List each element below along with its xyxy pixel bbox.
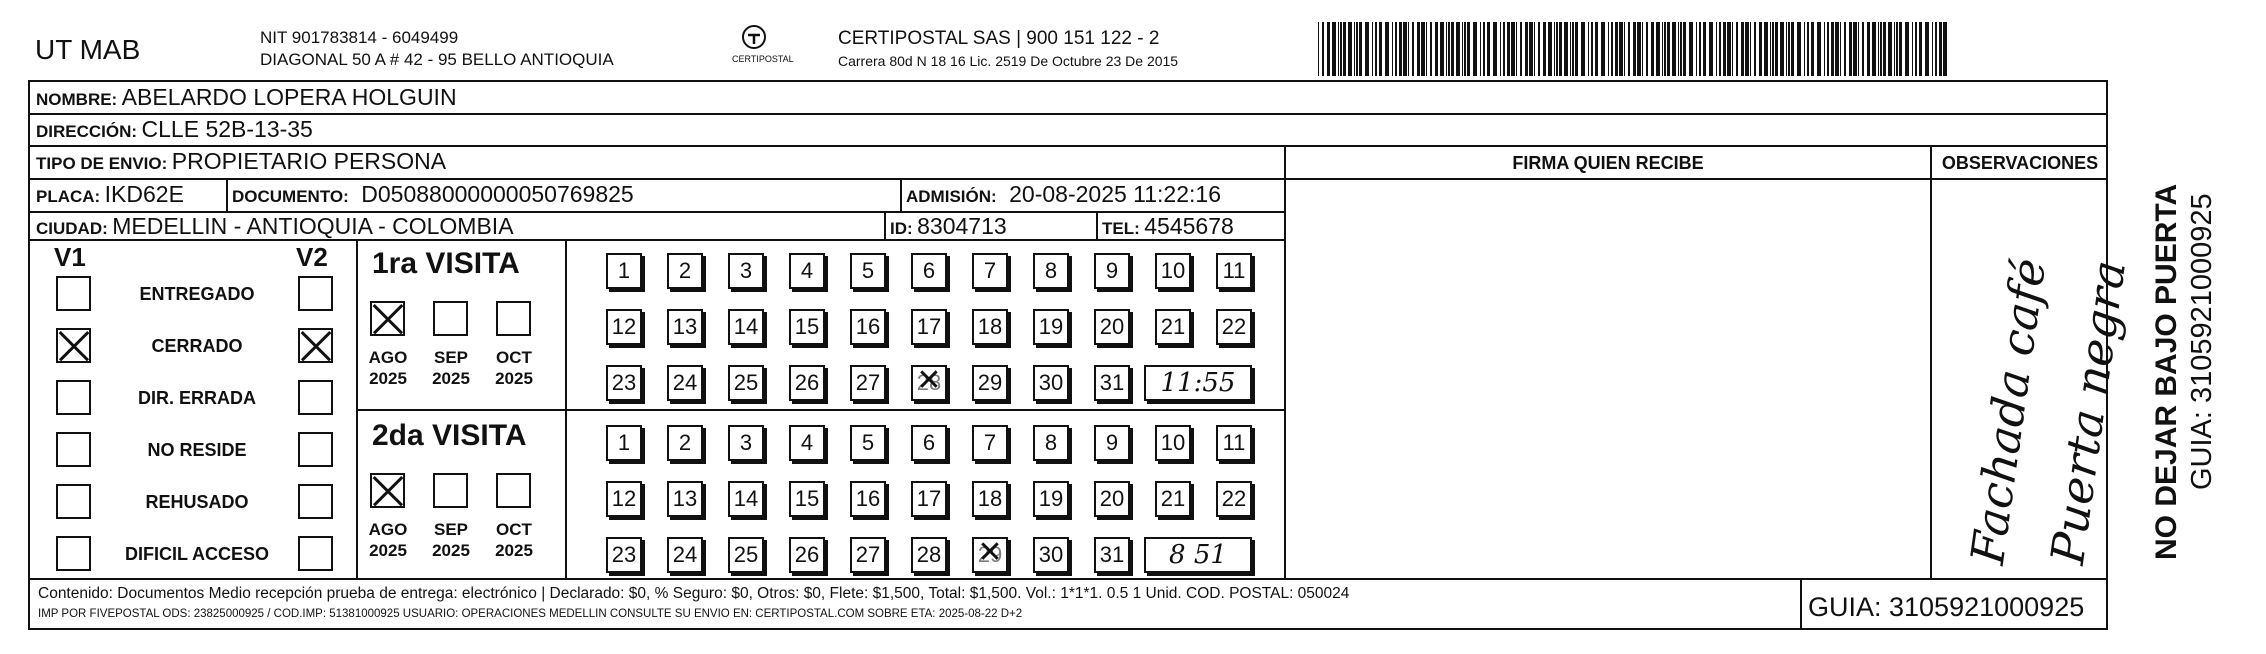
barcode-bar (1750, 22, 1751, 76)
ciudad-value: MEDELLIN - ANTIOQUIA - COLOMBIA (112, 213, 514, 239)
day-box[interactable]: 10 (1155, 253, 1191, 289)
v1-checkbox[interactable] (56, 380, 91, 415)
month-label: OCT 2025 (495, 520, 533, 560)
barcode-bar (1327, 22, 1330, 76)
barcode-bar (1651, 22, 1654, 76)
tipo-label: TIPO DE ENVIO: (36, 154, 168, 173)
day-box[interactable]: 25 (728, 365, 764, 401)
barcode-bar (1467, 22, 1470, 76)
direccion-label: DIRECCIÓN: (36, 122, 138, 141)
day-box[interactable]: 15 (789, 481, 825, 517)
barcode-bar (1379, 22, 1382, 76)
side-guia: GUIA: 3105921000925 (2186, 193, 2218, 490)
tel-label: TEL: (1102, 219, 1140, 238)
barcode-bar (1680, 22, 1682, 76)
month-checkbox[interactable] (433, 301, 468, 336)
barcode-bar (1732, 22, 1733, 76)
month-label: AGO 2025 (368, 348, 408, 388)
barcode-bar (1932, 22, 1933, 76)
barcode-bar (1487, 22, 1490, 76)
v2-label: V2 (296, 242, 328, 272)
barcode-bar (1770, 22, 1771, 76)
day-box[interactable]: 21 (1155, 309, 1191, 345)
barcode-bar (1426, 22, 1427, 76)
day-box[interactable]: 13 (667, 481, 703, 517)
day-box[interactable]: 31 (1094, 537, 1130, 573)
day-box[interactable]: 6 (911, 425, 947, 461)
barcode-bar (1392, 22, 1393, 76)
day-box[interactable]: 18 (972, 481, 1008, 517)
barcode-bar (1905, 22, 1909, 76)
barcode-bar (1500, 22, 1501, 76)
signature-area[interactable] (1286, 180, 1930, 578)
v2-checkbox[interactable] (298, 536, 333, 571)
barcode-bar (1811, 22, 1814, 76)
logo-icon (738, 24, 770, 52)
barcode-bar (1456, 22, 1460, 76)
barcode-bar (1696, 22, 1697, 76)
month-checkbox[interactable] (496, 473, 531, 508)
barcode-bar (1564, 22, 1568, 76)
admision-value: 20-08-2025 11:22:16 (1009, 181, 1221, 207)
day-box[interactable] (911, 365, 947, 401)
day-box[interactable]: 7 (972, 425, 1008, 461)
firma-header: FIRMA QUIEN RECIBE (1512, 153, 1704, 173)
day-box[interactable]: 16 (850, 309, 886, 345)
barcode-bar (1637, 22, 1641, 76)
barcode-bar (1624, 22, 1625, 76)
barcode-bar (1912, 22, 1913, 76)
visit-title: 2da VISITA (372, 419, 527, 452)
day-box[interactable]: 22 (1216, 481, 1252, 517)
barcode-bar (1672, 22, 1676, 76)
barcode-bar (1858, 22, 1859, 76)
barcode-bar (1867, 22, 1870, 76)
barcode-bar (1736, 22, 1738, 76)
day-box[interactable]: 4 (789, 253, 825, 289)
barcode-bar (1628, 22, 1630, 76)
day-box[interactable]: 1 (606, 253, 642, 289)
certipostal-logo (732, 24, 794, 64)
tipo-value: PROPIETARIO PERSONA (171, 148, 447, 174)
barcode-bar (1719, 22, 1721, 76)
barcode-bar (1507, 22, 1510, 76)
barcode-bar (1503, 22, 1505, 76)
barcode-bar (1356, 22, 1358, 76)
direccion-row (36, 116, 313, 143)
status-label: ENTREGADO (139, 284, 255, 304)
day-box[interactable]: 8 (1033, 425, 1069, 461)
barcode-bar (1853, 22, 1857, 76)
day-box[interactable]: 23 (606, 365, 642, 401)
status-label: CERRADO (151, 336, 243, 356)
day-box[interactable]: 11 (1216, 253, 1252, 289)
barcode-bar (1559, 22, 1562, 76)
barcode-bar (1399, 22, 1402, 76)
barcode-bar (1581, 22, 1585, 76)
barcode-bar (1448, 22, 1450, 76)
barcode-bar (1375, 22, 1377, 76)
barcode-bar (1619, 22, 1623, 76)
day-box[interactable]: 31 (1094, 365, 1130, 401)
barcode-bar (1840, 22, 1841, 76)
barcode-bar (1862, 22, 1864, 76)
barcode-bar (1919, 22, 1922, 76)
barcode-bar (1775, 22, 1778, 76)
v1-checkbox[interactable] (56, 328, 91, 363)
barcode-bar (1556, 22, 1558, 76)
barcode-bar (1322, 22, 1324, 76)
documento-field (232, 181, 634, 208)
id-label: ID: (890, 219, 913, 238)
id-value: 8304713 (917, 213, 1007, 239)
barcode-bar (1462, 22, 1463, 76)
day-box[interactable]: 1 (606, 425, 642, 461)
barcode-bar (1678, 22, 1679, 76)
day-box[interactable]: 18 (972, 309, 1008, 345)
barcode-bar (1633, 22, 1636, 76)
barcode-bar (1716, 22, 1717, 76)
barcode-bar (1408, 22, 1409, 76)
barcode-bar (1780, 22, 1784, 76)
barcode-bar (1683, 22, 1686, 76)
barcode-bar (1772, 22, 1774, 76)
barcode-bar (1446, 22, 1447, 76)
ciudad-field (36, 213, 514, 240)
barcode-bar (1365, 22, 1369, 76)
day-box[interactable]: 2 (667, 253, 703, 289)
barcode-bar (1759, 22, 1762, 76)
v2-checkbox[interactable] (298, 380, 333, 415)
barcode-bar (1372, 22, 1373, 76)
placa-field (36, 181, 184, 208)
day-box[interactable]: 28 (911, 537, 947, 573)
tel-field (1102, 213, 1234, 240)
barcode-bar (1764, 22, 1768, 76)
tel-value: 4545678 (1144, 213, 1234, 239)
barcode-bar (1340, 22, 1342, 76)
barcode-bar (1359, 22, 1362, 76)
barcode-bar (1464, 22, 1466, 76)
barcode-bar (1534, 22, 1535, 76)
barcode-bar (1646, 22, 1648, 76)
status-label: DIFICIL ACCESO (124, 544, 269, 564)
barcode-bar (1615, 22, 1618, 76)
barcode-bar (1412, 22, 1414, 76)
day-box[interactable]: 30 (1033, 537, 1069, 573)
carrier-name: CERTIPOSTAL SAS | 900 151 122 - 2 (838, 28, 1160, 49)
barcode-bar (1817, 22, 1821, 76)
day-box[interactable]: 3 (728, 253, 764, 289)
day-box[interactable]: 3 (728, 425, 764, 461)
barcode-bar (1348, 22, 1352, 76)
day-box[interactable]: 19 (1033, 481, 1069, 517)
barcode-bar (1831, 22, 1834, 76)
barcode-bar (1554, 22, 1555, 76)
barcode-bar (1727, 22, 1731, 76)
day-box[interactable]: 10 (1155, 425, 1191, 461)
day-number: 29 (977, 542, 1003, 567)
day-box[interactable]: 8 (1033, 253, 1069, 289)
barcode-bar (1525, 22, 1528, 76)
month-label: SEP 2025 (432, 348, 470, 388)
barcode-bar (1642, 22, 1643, 76)
barcode-bar (1939, 22, 1942, 76)
month-label: OCT 2025 (495, 348, 533, 388)
day-box[interactable]: 24 (667, 365, 703, 401)
barcode-bar (1741, 22, 1744, 76)
barcode-bar (1483, 22, 1485, 76)
day-box[interactable]: 5 (850, 425, 886, 461)
v2-checkbox[interactable] (298, 432, 333, 467)
obs-handwriting-1: Fachada café (1960, 255, 2057, 568)
day-box[interactable]: 26 (789, 537, 825, 573)
barcode-bar (1849, 22, 1852, 76)
barcode-bar (1804, 22, 1805, 76)
day-box[interactable]: 27 (850, 365, 886, 401)
barcode-bar (1797, 22, 1801, 76)
barcode-bar (1699, 22, 1701, 76)
barcode-bar (1493, 22, 1497, 76)
footer-imp: IMP POR FIVEPOSTAL ODS: 23825000925 / COD.IMP: 51381000925 USUARIO: OPERACIONES MEDELLIN CONSULTE SU ENVIO EN: CERTIPOSTAL.COM SOBRE ETA: 2025-08-22 D+2 (38, 608, 1023, 620)
barcode-bar (1595, 22, 1598, 76)
barcode-bar (1703, 22, 1706, 76)
day-box[interactable]: 16 (850, 481, 886, 517)
admision-field (906, 181, 1221, 208)
v1-checkbox[interactable] (56, 536, 91, 571)
barcode-bar (1473, 22, 1477, 76)
barcode-bar (1570, 22, 1571, 76)
day-number: 28 (916, 370, 942, 395)
tipo-row (36, 148, 446, 175)
day-box[interactable]: 23 (606, 537, 642, 573)
day-box[interactable]: 15 (789, 309, 825, 345)
sender-address: DIAGONAL 50 A # 42 - 95 BELLO ANTIOQUIA (260, 50, 614, 69)
day-box[interactable]: 27 (850, 537, 886, 573)
barcode-bar (1656, 22, 1660, 76)
barcode-bar (1403, 22, 1407, 76)
barcode-bar (1572, 22, 1574, 76)
barcode-bar (1786, 22, 1787, 76)
barcode-bar (1421, 22, 1425, 76)
v1-checkbox[interactable] (56, 432, 91, 467)
barcode-bar (1430, 22, 1432, 76)
day-box[interactable]: 19 (1033, 309, 1069, 345)
v2-checkbox[interactable] (298, 484, 333, 519)
day-box[interactable]: 20 (1094, 481, 1130, 517)
barcode-bar (1943, 22, 1947, 76)
obs-handwriting-2: Puerta negra (2040, 256, 2137, 568)
barcode-bar (1608, 22, 1609, 76)
barcode-bar (1899, 22, 1902, 76)
id-field (890, 213, 1007, 240)
day-box[interactable]: 21 (1155, 481, 1191, 517)
barcode-bar (1538, 22, 1540, 76)
barcode-bar (1440, 22, 1444, 76)
barcode-bar (1935, 22, 1937, 76)
barcode-bar (1844, 22, 1846, 76)
barcode-bar (1925, 22, 1929, 76)
month-checkbox[interactable] (433, 473, 468, 508)
day-box[interactable]: 20 (1094, 309, 1130, 345)
barcode-bar (1662, 22, 1663, 76)
day-box[interactable]: 14 (728, 309, 764, 345)
status-label: NO RESIDE (147, 440, 247, 460)
observaciones-header: OBSERVACIONES (1941, 153, 2099, 173)
visit-title: 1ra VISITA (372, 247, 520, 280)
day-box[interactable] (972, 537, 1008, 573)
v1-checkbox[interactable] (56, 276, 91, 311)
barcode-bar (1709, 22, 1713, 76)
barcode-bar (1667, 22, 1670, 76)
barcode-bar (1511, 22, 1515, 76)
placa-label: PLACA: (36, 187, 101, 206)
month-label: SEP 2025 (432, 520, 470, 560)
barcode-bar (1791, 22, 1794, 76)
v1-checkbox[interactable] (56, 484, 91, 519)
barcode-bar (1723, 22, 1726, 76)
day-box[interactable]: 26 (789, 365, 825, 401)
barcode-bar (1354, 22, 1355, 76)
visit-time[interactable]: 8 51 (1144, 537, 1252, 573)
barcode-bar (1896, 22, 1898, 76)
barcode-bar (1575, 22, 1578, 76)
nombre-row (36, 84, 457, 111)
barcode-bar (1343, 22, 1346, 76)
barcode-bar (1807, 22, 1809, 76)
barcode-bar (1529, 22, 1533, 76)
barcode-bar (1543, 22, 1546, 76)
day-box[interactable]: 4 (789, 425, 825, 461)
v2-checkbox[interactable] (298, 328, 333, 363)
footer-guia: GUIA: 3105921000925 (1808, 592, 2085, 622)
barcode-bar (1338, 22, 1339, 76)
month-checkbox[interactable] (370, 473, 405, 508)
month-checkbox[interactable] (496, 301, 531, 336)
direccion-value: CLLE 52B-13-35 (141, 116, 313, 142)
barcode-bar (1872, 22, 1876, 76)
barcode-bar (1601, 22, 1605, 76)
barcode-bar (1880, 22, 1882, 76)
day-box[interactable]: 22 (1216, 309, 1252, 345)
placa-value: IKD62E (104, 181, 184, 207)
carrier-license: Carrera 80d N 18 16 Lic. 2519 De Octubre 23 De 2015 (838, 53, 1179, 69)
logo-text: CERTIPOSTAL (732, 54, 794, 64)
barcode-bar (1824, 22, 1825, 76)
month-checkbox[interactable] (370, 301, 405, 336)
barcode-bar (1548, 22, 1552, 76)
barcode-bar (1318, 22, 1319, 76)
nit: NIT 901783814 - 6049499 (260, 28, 459, 47)
barcode-bar (1664, 22, 1666, 76)
barcode-bar (1588, 22, 1589, 76)
footer-content: Contenido: Documentos Medio recepción prueba de entrega: electrónico | Declarado: $0, % Seguro: $0, Otros: $0, Flete: $1,500, Total: $1,500. Vol.: 1*1*1. 0.5 1 Unid. COD. POSTAL: 050024 (38, 585, 1350, 602)
no-dejar-warning: NO DEJAR BAJO PUERTA (2150, 183, 2183, 560)
visit-time[interactable]: 11:55 (1144, 365, 1252, 401)
barcode-bar (1332, 22, 1336, 76)
admision-label: ADMISIÓN: (906, 187, 997, 206)
day-box[interactable]: 7 (972, 253, 1008, 289)
day-box[interactable]: 2 (667, 425, 703, 461)
barcode-bar (1878, 22, 1879, 76)
month-label: AGO 2025 (368, 520, 408, 560)
barcode-bar (1385, 22, 1389, 76)
company-name: UT MAB (35, 34, 141, 65)
barcode-bar (1827, 22, 1829, 76)
v1-label: V1 (54, 242, 86, 272)
day-box[interactable]: 13 (667, 309, 703, 345)
barcode-bar (1915, 22, 1917, 76)
barcode-bar (1888, 22, 1892, 76)
day-box[interactable]: 6 (911, 253, 947, 289)
status-label: REHUSADO (145, 492, 249, 512)
documento-value: D05088000000050769825 (361, 181, 634, 207)
barcode (1318, 22, 1952, 76)
day-box[interactable]: 25 (728, 537, 764, 573)
barcode-bar (1520, 22, 1522, 76)
nombre-label: NOMBRE: (36, 90, 118, 109)
day-box[interactable]: 14 (728, 481, 764, 517)
day-box[interactable]: 11 (1216, 425, 1252, 461)
barcode-bar (1835, 22, 1839, 76)
barcode-bar (1745, 22, 1749, 76)
nombre-value: ABELARDO LOPERA HOLGUIN (121, 84, 457, 110)
day-box[interactable]: 12 (606, 481, 642, 517)
day-box[interactable]: 24 (667, 537, 703, 573)
day-box[interactable]: 29 (972, 365, 1008, 401)
day-box[interactable]: 12 (606, 309, 642, 345)
barcode-bar (1591, 22, 1593, 76)
day-box[interactable]: 9 (1094, 253, 1130, 289)
day-box[interactable]: 17 (911, 481, 947, 517)
day-box[interactable]: 30 (1033, 365, 1069, 401)
barcode-bar (1516, 22, 1517, 76)
day-box[interactable]: 9 (1094, 425, 1130, 461)
barcode-bar (1451, 22, 1454, 76)
ciudad-label: CIUDAD: (36, 219, 108, 238)
documento-label: DOCUMENTO: (232, 187, 349, 206)
status-label: DIR. ERRADA (137, 388, 256, 408)
barcode-bar (1417, 22, 1420, 76)
barcode-bar (1689, 22, 1693, 76)
day-box[interactable]: 5 (850, 253, 886, 289)
barcode-bar (1754, 22, 1756, 76)
barcode-bar (1788, 22, 1790, 76)
barcode-bar (1611, 22, 1613, 76)
barcode-bar (1894, 22, 1895, 76)
day-box[interactable]: 17 (911, 309, 947, 345)
barcode-bar (1395, 22, 1397, 76)
barcode-bar (1883, 22, 1886, 76)
v2-checkbox[interactable] (298, 276, 333, 311)
barcode-bar (1480, 22, 1481, 76)
barcode-bar (1435, 22, 1438, 76)
